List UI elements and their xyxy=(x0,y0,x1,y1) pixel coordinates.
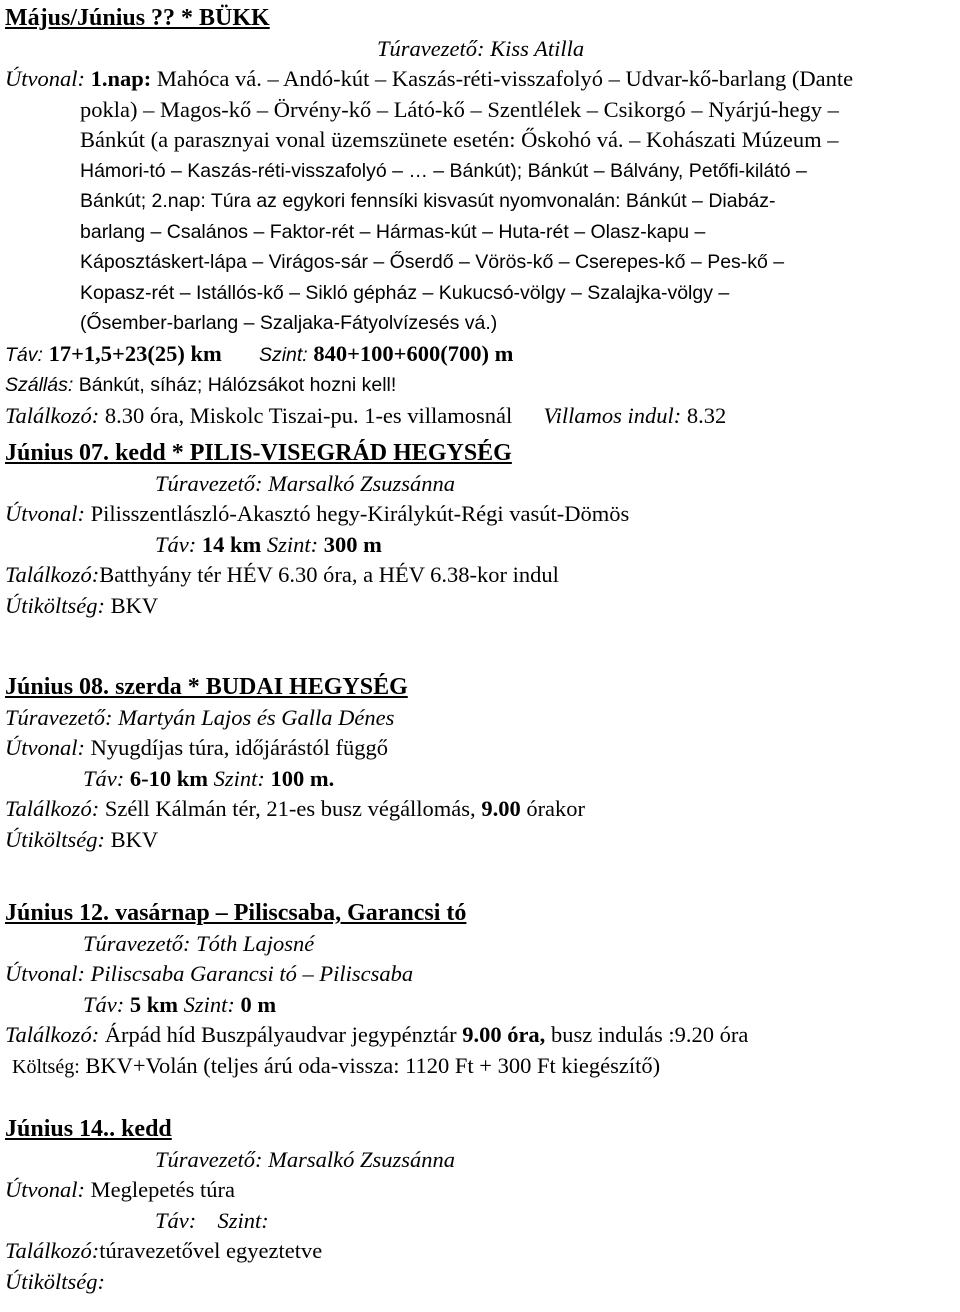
elevation-label: Szint: xyxy=(266,531,319,557)
cost-value: BKV+Volán (teljes árú oda-vissza: 1120 Ft + 300 Ft kiegészítő) xyxy=(85,1052,661,1078)
lodging-line xyxy=(5,370,950,401)
route-line xyxy=(5,733,950,764)
route-label: Útvonal: xyxy=(5,1177,85,1202)
distance-line xyxy=(5,990,950,1021)
meeting-value: Széll Kálmán tér, 21-es busz végállomás, xyxy=(104,796,482,821)
meeting-value: Batthyány tér HÉV 6.30 óra, a HÉV 6.38-kor indul xyxy=(99,562,559,587)
section-date: Június 12. xyxy=(5,900,110,926)
section-surprise xyxy=(5,1114,950,1297)
cost-label: Útiköltség: xyxy=(5,826,105,852)
elevation-label: Szint: xyxy=(213,765,265,791)
route-text: Káposztáskert-lápa – Virágos-sár – Őserdő – Vörös-kő – Cserepes-kő – Pes-kő – xyxy=(80,251,785,273)
distance-label: Táv: xyxy=(83,991,125,1017)
day1-label: 1.nap: xyxy=(90,66,152,91)
meeting-label: Találkozó: xyxy=(5,402,100,428)
route-text: Hámori-tó – Kaszás-réti-visszafolyó – … – Bánkút); Bánkút – Bálvány, Petőfi-kilátó – xyxy=(80,159,807,182)
guide-label: Túravezető: xyxy=(83,930,191,956)
section-title xyxy=(5,898,950,929)
section-title-text: . kedd xyxy=(109,1116,172,1142)
route-text: Nyugdíjas túra, időjárástól függő xyxy=(90,735,389,760)
meeting-label: Találkozó: xyxy=(5,1238,100,1263)
route-line xyxy=(5,125,950,156)
meeting-line xyxy=(5,560,950,591)
meeting-line xyxy=(5,1020,950,1051)
route-text: pokla) – Magos-kő – Örvény-kő – Látó-kő – Szentlélek – Csikorgó – Nyárjú-hegy – xyxy=(80,96,839,122)
cost-line xyxy=(5,591,950,622)
elevation-label: Szint: xyxy=(258,343,308,366)
elevation-label: Szint: xyxy=(183,991,235,1017)
section-pilis-visegrad xyxy=(5,438,950,621)
route-line xyxy=(5,308,950,339)
section-budai xyxy=(5,672,950,855)
distance-label: Táv: xyxy=(5,343,43,366)
route-label: Útvonal: xyxy=(5,735,85,760)
meeting-time: 9.00 óra, xyxy=(462,1022,546,1047)
cost-value: BKV xyxy=(110,592,159,618)
section-title-text: kedd * PILIS-VISEGRÁD HEGYSÉG xyxy=(109,440,512,466)
route-line xyxy=(5,95,950,126)
section-date: Június 08. xyxy=(5,674,110,700)
route-line xyxy=(5,959,950,990)
route-text: (Ősember-barlang – Szaljaka-Fátyolvízesés vá.) xyxy=(80,312,498,334)
cost-line xyxy=(5,1267,950,1298)
guide-name: Marsalkó Zsuzsánna xyxy=(268,1146,456,1172)
route-text: Piliscsaba Garancsi tó – Piliscsaba xyxy=(90,961,414,986)
guide-label: Túravezető: xyxy=(377,35,485,61)
cost-label: Útiköltség: xyxy=(5,592,105,618)
guide-line xyxy=(5,469,950,500)
section-title xyxy=(5,672,950,703)
route-line xyxy=(5,156,950,187)
route-text: Bánkút (a parasznyai vonal üzemszünete esetén: Őskohó vá. – Kohászati Múzeum – xyxy=(80,127,839,152)
distance-label: Táv: xyxy=(83,765,125,791)
guide-label: Túravezető: xyxy=(155,1146,263,1172)
guide-name: Martyán Lajos és Galla Dénes xyxy=(118,704,395,730)
meeting-value: túravezetővel egyeztetve xyxy=(99,1238,323,1263)
distance-value: 14 km xyxy=(201,531,262,557)
guide-name: Kiss Atilla xyxy=(490,35,585,61)
guide-label: Túravezető: xyxy=(5,704,113,730)
cost-value: BKV xyxy=(110,826,159,852)
route-text: barlang – Csalános – Faktor-rét – Hármas-kút – Huta-rét – Olasz-kapu – xyxy=(80,220,706,243)
section-piliscsaba xyxy=(5,898,950,1082)
section-date: Június 07. xyxy=(5,440,110,466)
meeting-label: Találkozó: xyxy=(5,1022,100,1047)
guide-line xyxy=(5,703,950,734)
section-date: Június 14. xyxy=(5,1116,110,1142)
section-title-text: szerda * BUDAI HEGYSÉG xyxy=(109,674,408,700)
cost-label: Költség: xyxy=(12,1055,80,1078)
section-bukk xyxy=(5,3,950,431)
route-label: Útvonal: xyxy=(5,66,85,91)
distance-label: Táv: xyxy=(155,531,197,557)
route-block xyxy=(5,64,950,339)
distance-line xyxy=(5,764,950,795)
route-text: Kopasz-rét – Istállós-kő – Sikló gépház – Kukucsó-völgy – Szalajka-völgy – xyxy=(80,281,730,304)
guide-line xyxy=(5,929,950,960)
distance-label: Táv: xyxy=(155,1207,197,1233)
distance-line xyxy=(5,1206,950,1237)
cost-label: Útiköltség: xyxy=(5,1268,105,1294)
section-title-text: vasárnap – Piliscsaba, Garancsi tó xyxy=(109,900,467,926)
lodging-value: Bánkút, síház; Hálózsákot hozni kell! xyxy=(78,374,397,396)
meeting-label: Találkozó: xyxy=(5,796,100,821)
distance-line xyxy=(5,339,950,371)
section-title xyxy=(5,1114,950,1145)
distance-value: 5 km xyxy=(129,991,179,1017)
meeting-value-end: busz indulás :9.20 óra xyxy=(545,1022,749,1047)
route-line xyxy=(5,1175,950,1206)
distance-value: 6-10 km xyxy=(129,765,208,791)
elevation-value: 0 m xyxy=(240,991,277,1017)
route-line xyxy=(5,499,950,530)
section-title: Május/Június ?? * BÜKK xyxy=(5,5,270,31)
meeting-value-end: órakor xyxy=(520,796,586,821)
guide-label: Túravezető: xyxy=(155,470,263,496)
tram-value: 8.32 xyxy=(686,402,727,428)
cost-line xyxy=(5,1051,950,1083)
cost-line xyxy=(5,825,950,856)
route-line xyxy=(5,278,950,309)
elevation-label: Szint: xyxy=(217,1207,269,1233)
meeting-line xyxy=(5,1236,950,1267)
tram-label: Villamos indul: xyxy=(543,402,682,428)
route-line xyxy=(5,64,950,95)
meeting-value: Árpád híd Buszpályaudvar jegypénztár xyxy=(104,1022,463,1047)
route-line xyxy=(5,217,950,248)
route-label: Útvonal: xyxy=(5,501,85,526)
lodging-label: Szállás: xyxy=(5,374,74,396)
elevation-value: 300 m xyxy=(323,531,382,557)
route-label: Útvonal: xyxy=(5,961,85,986)
distance-line xyxy=(5,530,950,561)
guide-name: Tóth Lajosné xyxy=(196,930,315,956)
meeting-value: 8.30 óra, Miskolc Tiszai-pu. 1-es villamosnál xyxy=(104,402,513,428)
route-line xyxy=(5,247,950,278)
route-text: Mahóca vá. – Andó-kút – Kaszás-réti-visszafolyó – Udvar-kő-barlang (Dante xyxy=(151,66,854,91)
meeting-label: Találkozó: xyxy=(5,562,100,587)
guide-line xyxy=(5,34,950,65)
elevation-value: 100 m. xyxy=(270,765,335,791)
guide-name: Marsalkó Zsuzsánna xyxy=(268,470,456,496)
guide-line xyxy=(5,1145,950,1176)
route-text: Bánkút; 2.nap: Túra az egykori fennsíki kisvasút nyomvonalán: Bánkút – Diabáz- xyxy=(80,190,776,212)
meeting-time: 9.00 xyxy=(481,796,521,821)
meeting-line xyxy=(5,401,950,432)
elevation-value: 840+100+600(700) m xyxy=(313,340,514,366)
route-text: Pilisszentlászló-Akasztó hegy-Királykút-Régi vasút-Dömös xyxy=(90,501,630,526)
section-title xyxy=(5,438,950,469)
meeting-line xyxy=(5,794,950,825)
distance-value: 17+1,5+23(25) km xyxy=(48,340,222,366)
route-line xyxy=(5,186,950,217)
route-text: Meglepetés túra xyxy=(90,1177,235,1202)
